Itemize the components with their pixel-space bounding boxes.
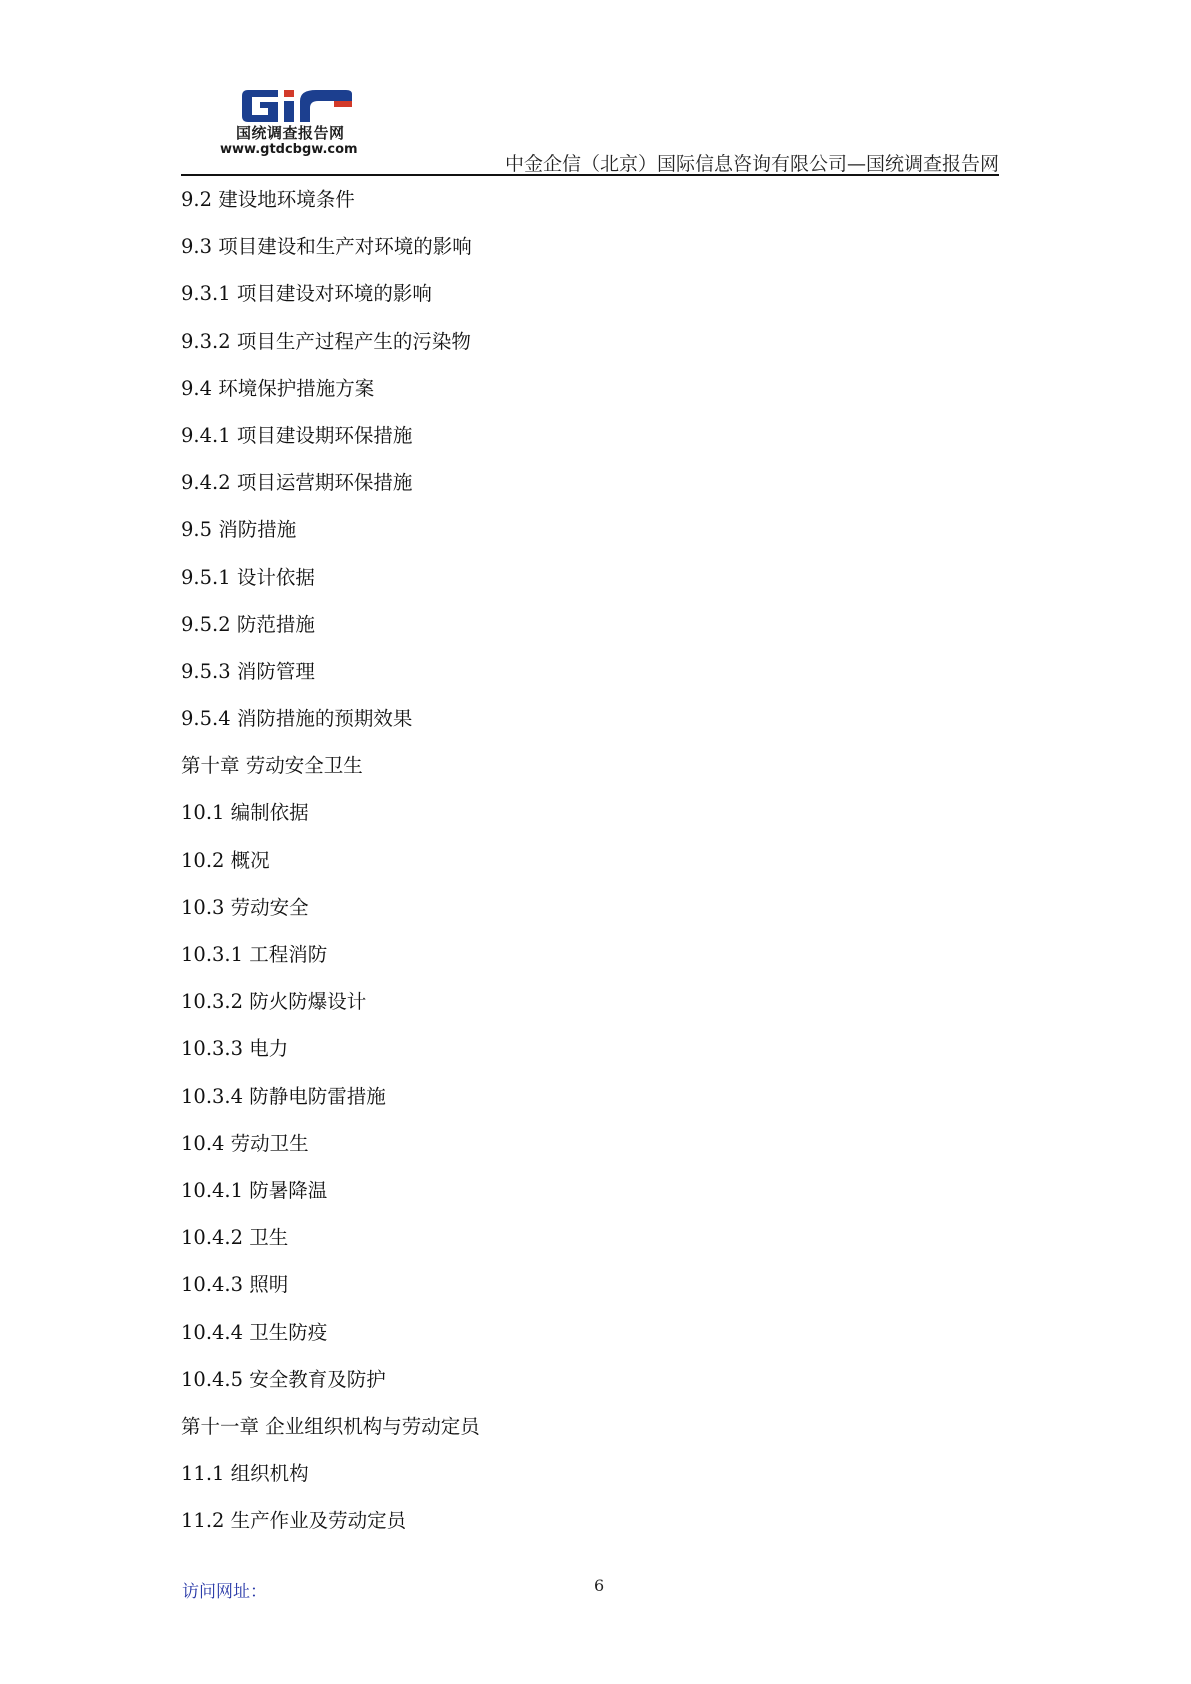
toc-entry: 10.3.2 防火防爆设计: [181, 990, 367, 1014]
toc-entry: 9.2 建设地环境条件: [181, 188, 355, 211]
toc-entry: 10.3.4 防静电防雷措施: [181, 1084, 386, 1108]
toc-entry: 9.4 环境保护措施方案: [181, 376, 375, 400]
toc-entry: 10.4 劳动卫生: [181, 1131, 309, 1155]
toc-entry: 10.2 概况: [181, 848, 270, 872]
toc-entry: 9.5.1 设计依据: [181, 565, 315, 589]
toc-entry: 9.3.1 项目建设对环境的影响: [181, 282, 432, 306]
company-logo: [214, 82, 374, 162]
logo-chinese-name: 国统调查报告网: [236, 124, 345, 142]
toc-entry: 9.4.2 项目运营期环保措施: [181, 471, 413, 495]
toc-entry: 9.5.2 防范措施: [181, 612, 315, 636]
footer-visit-link[interactable]: 访问网址：: [182, 1582, 267, 1602]
header-company-name: 中金企信（北京）国际信息咨询有限公司—国统调查报告网: [504, 153, 999, 175]
toc-entry: 10.4.1 防暑降温: [181, 1178, 328, 1202]
toc-entry: 9.5.3 消防管理: [181, 659, 315, 683]
toc-entry: 10.3 劳动安全: [181, 895, 309, 919]
table-of-contents: [181, 186, 480, 1554]
header-divider: [181, 174, 999, 176]
toc-entry: 9.3 项目建设和生产对环境的影响: [181, 235, 472, 259]
toc-chapter-heading: 第十一章 企业组织机构与劳动定员: [181, 1414, 480, 1438]
toc-entry: 9.5 消防措施: [181, 518, 297, 542]
toc-entry: 9.3.2 项目生产过程产生的污染物: [181, 329, 471, 353]
toc-entry: 10.3.3 电力: [181, 1037, 289, 1061]
logo-url: www.gtdcbgw.com: [220, 142, 358, 157]
toc-entry: 11.1 组织机构: [181, 1462, 309, 1486]
page-number: 6: [594, 1576, 605, 1595]
toc-chapter-heading: 第十章 劳动安全卫生: [181, 754, 363, 778]
toc-entry: 10.4.4 卫生防疫: [181, 1320, 328, 1344]
toc-entry: 10.1 编制依据: [181, 801, 309, 825]
toc-entry: 9.5.4 消防措施的预期效果: [181, 707, 413, 731]
gir-logo-icon: [238, 88, 356, 124]
toc-entry: 10.4.2 卫生: [181, 1226, 289, 1250]
toc-entry: 10.4.5 安全教育及防护: [181, 1367, 386, 1391]
toc-entry: 9.4.1 项目建设期环保措施: [181, 423, 413, 447]
toc-entry: 10.3.1 工程消防: [181, 943, 328, 966]
toc-entry: 11.2 生产作业及劳动定员: [181, 1509, 407, 1533]
toc-entry: 10.4.3 照明: [181, 1273, 289, 1297]
